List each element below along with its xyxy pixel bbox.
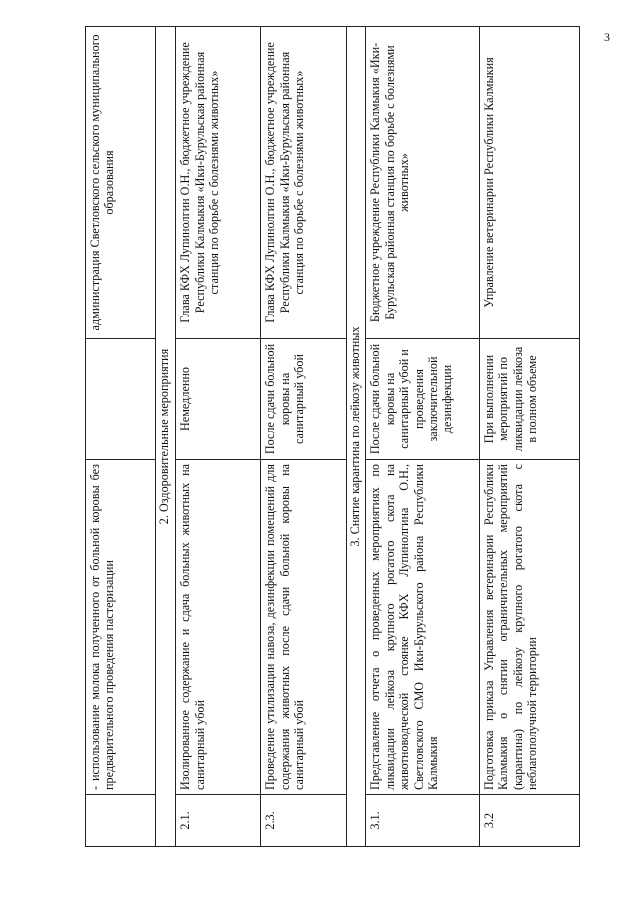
table-row xyxy=(86,27,156,847)
measure-cell: Изолированное содержание и сдача больных животных на санитарный убой xyxy=(176,460,261,795)
measure-cell: Подготовка приказа Управления ветеринарии Республики Калмыкия о снятии ограничительных мероприятий (карантина) по лейкозу крупного рогатого скота с неблагополучной территории xyxy=(479,460,579,795)
rotated-table-wrapper xyxy=(85,27,580,847)
responsible-cell: Управление ветеринарии Республики Калмыкия xyxy=(479,27,579,339)
measure-cell: Проведение утилизации навоза, дезинфекции помещений для содержания животных после сдачи больной коровы на санитарный убой xyxy=(261,460,346,795)
measures-table xyxy=(85,26,580,847)
section-row xyxy=(346,27,366,847)
row-number: 3.1. xyxy=(366,795,480,847)
measure-cell: Представление отчета о проведенных мероприятиях по ликвидации лейкоза крупного рогатого скота на животноводческой стоянке КФХ Лупинолгина О.Н., Светловского СМО Ики-Бурульского района Республики Калмыкия xyxy=(366,460,480,795)
section-title: 3. Снятие карантина по лейкозу животных xyxy=(346,27,366,847)
table-row xyxy=(261,27,346,847)
table-row xyxy=(366,27,480,847)
section-title: 2. Оздоровительные мероприятия xyxy=(156,27,176,847)
responsible-cell: Глава КФХ Лупинолгин О.Н., бюджетное учреждение Республики Калмыкия «Ики-Бурульская районная станция по борьбе с болезнями животных» xyxy=(176,27,261,339)
responsible-cell: Бюджетное учреждение Республики Калмыкия «Ики-Бурульская районная станция по борьбе с болезнями животных» xyxy=(366,27,480,339)
table-row xyxy=(479,27,579,847)
row-number: 3.2 xyxy=(479,795,579,847)
term-cell xyxy=(86,339,156,460)
term-cell: После сдачи больной коровы на санитарный убой xyxy=(261,339,346,460)
term-cell: Немедленно xyxy=(176,339,261,460)
row-number xyxy=(86,795,156,847)
page-number: 3 xyxy=(604,30,610,44)
row-number: 2.1. xyxy=(176,795,261,847)
table-row xyxy=(176,27,261,847)
responsible-cell: Глава КФХ Лупинолгин О.Н., бюджетное учреждение Республики Калмыкия «Ики-Бурульская районная станция по борьбе с болезнями животных» xyxy=(261,27,346,339)
term-cell: При выполнении мероприятий по ликвидации лейкоза в полном объеме xyxy=(479,339,579,460)
measure-cell: - использование молока полученного от больной коровы без предварительного проведения пастеризации xyxy=(86,460,156,795)
term-cell: После сдачи больной коровы на санитарный убой и проведения заключительной дезинфекции xyxy=(366,339,480,460)
section-row xyxy=(156,27,176,847)
row-number: 2.3. xyxy=(261,795,346,847)
responsible-cell: администрация Светловского сельского муниципального образования xyxy=(86,27,156,339)
